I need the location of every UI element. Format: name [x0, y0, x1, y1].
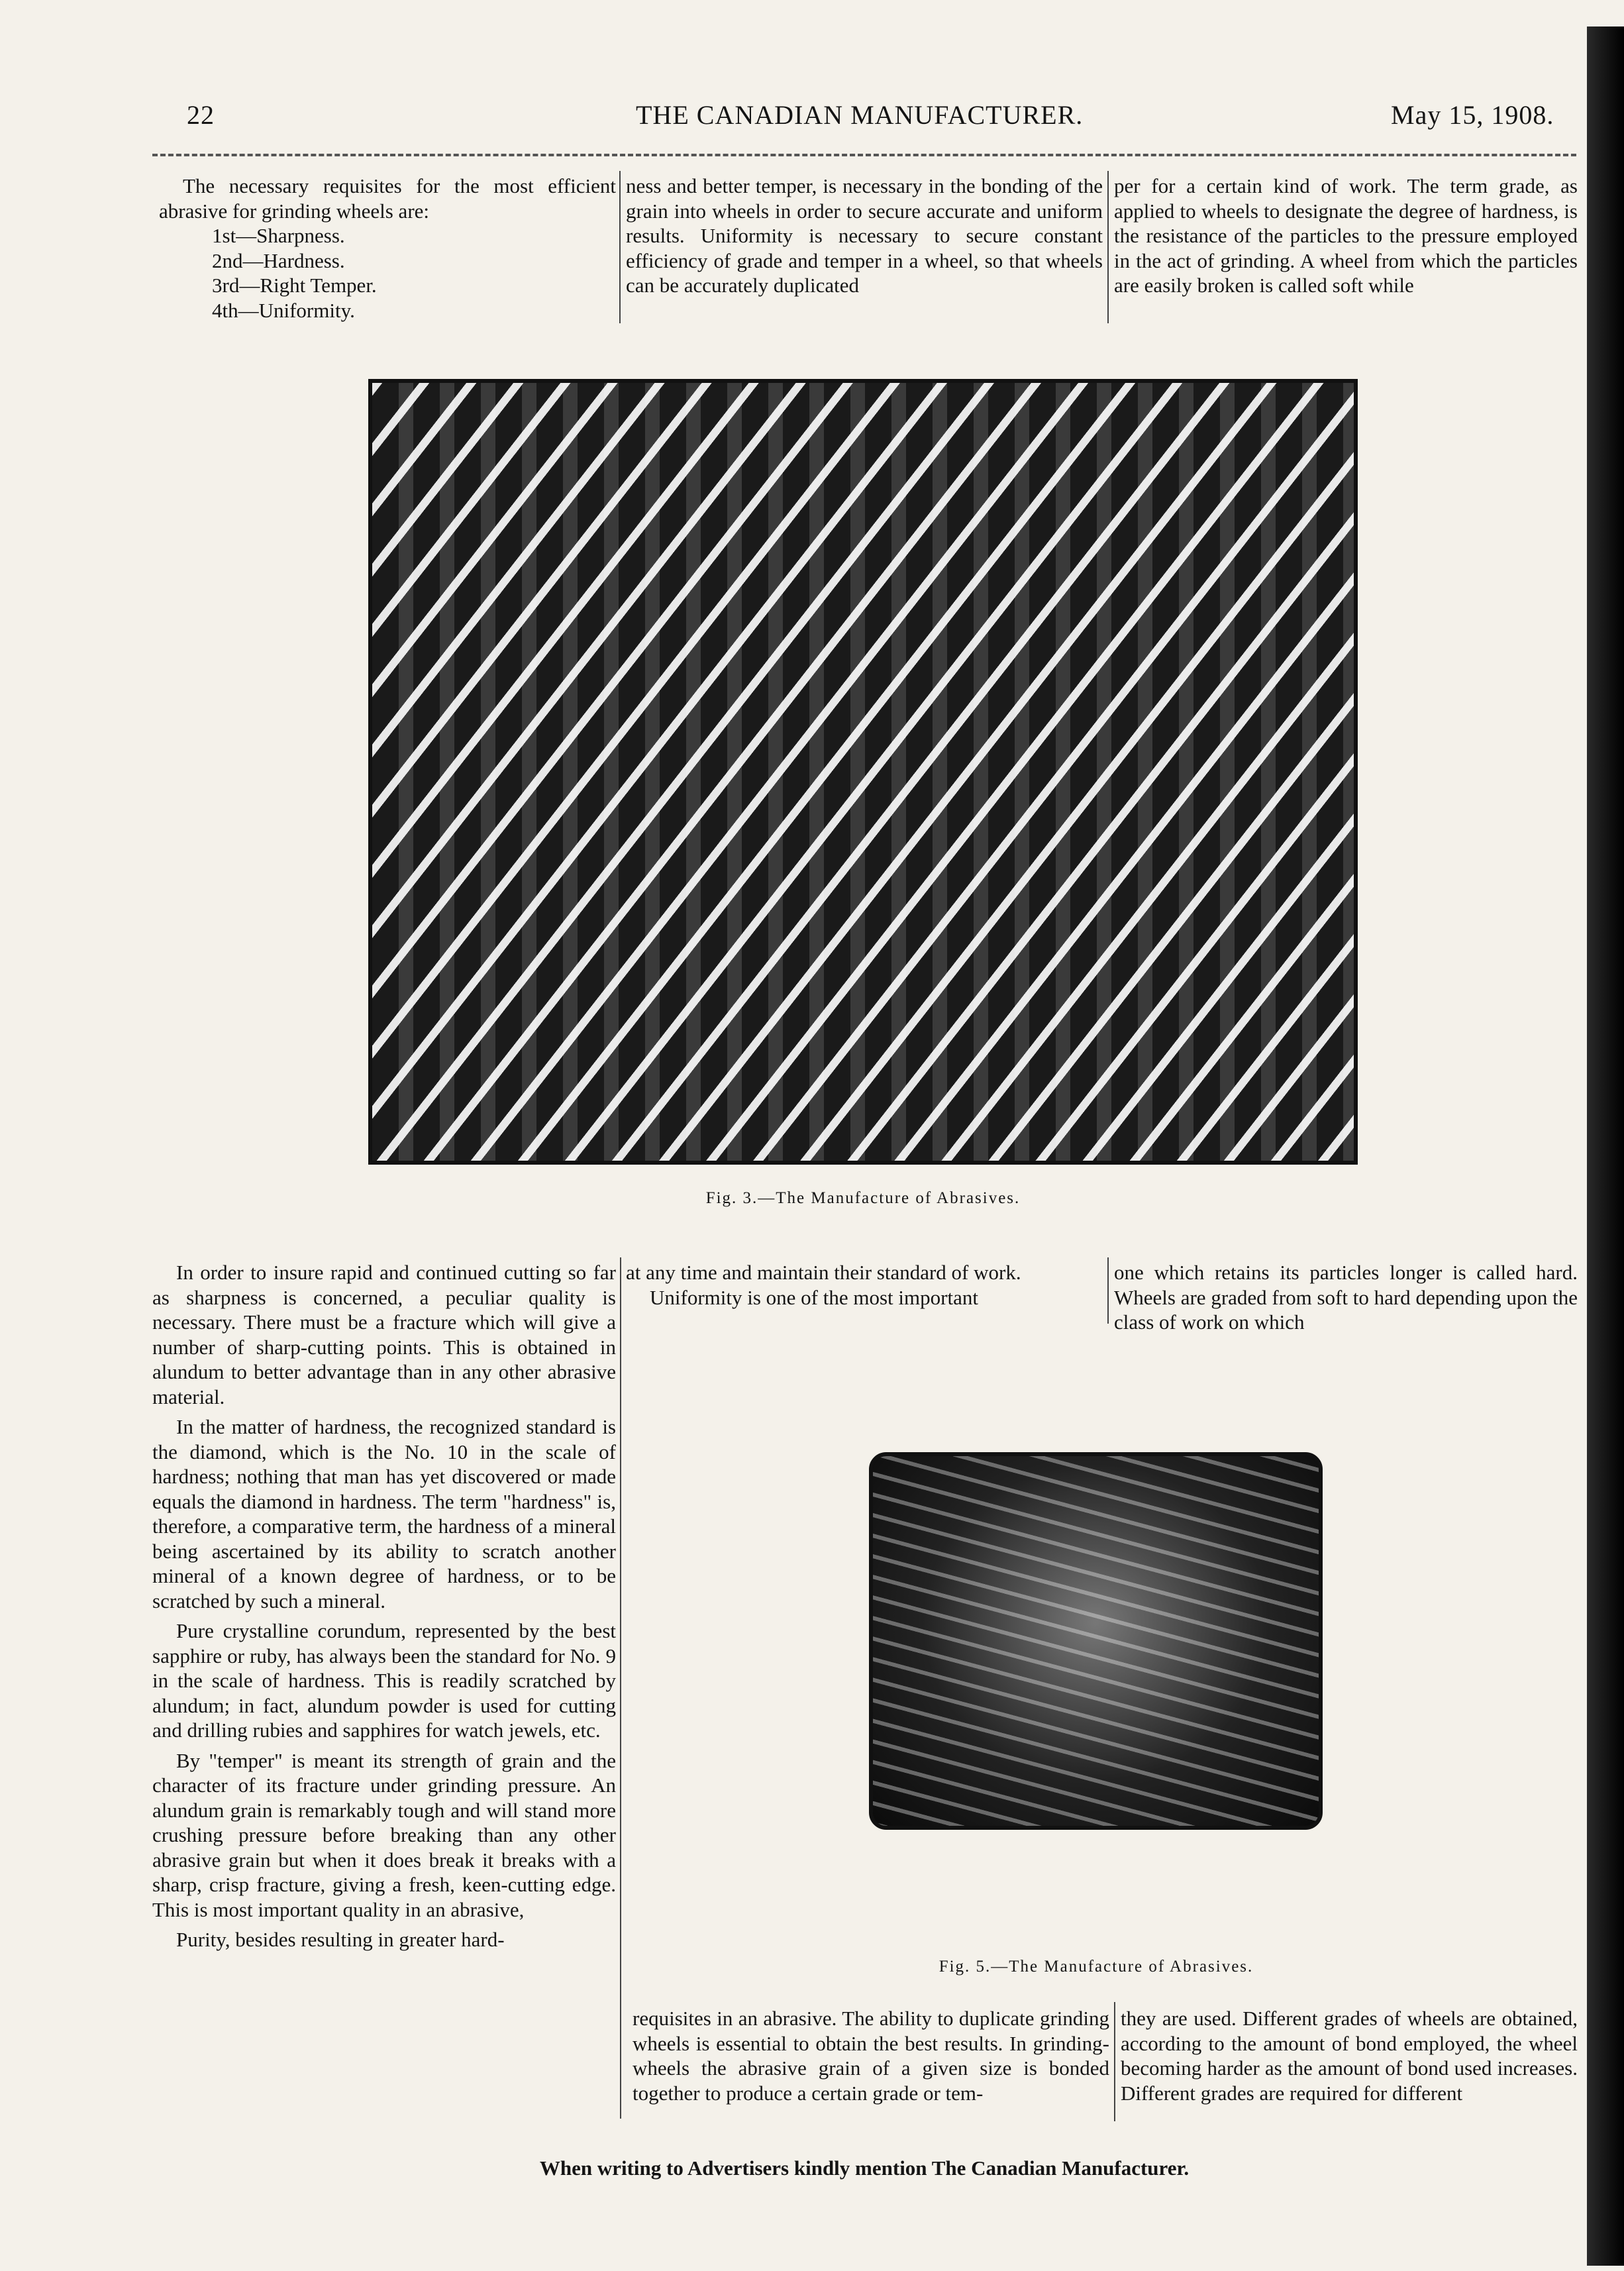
- column-divider: [1107, 171, 1109, 323]
- column-divider: [620, 1257, 621, 2119]
- col3-top: [1114, 174, 1578, 298]
- col2-top: [626, 174, 1103, 298]
- column-divider: [1114, 2002, 1115, 2121]
- col2-bottom: [633, 2006, 1109, 2105]
- list-item: 2nd—Hardness.: [212, 248, 345, 272]
- figure-5-caption: Fig. 5.—The Manufacture of Abrasives.: [939, 1958, 1254, 1976]
- col1-bottom: [152, 1260, 616, 1952]
- paragraph-purity: Purity, besides resulting in greater hard-: [176, 1928, 505, 1951]
- column-divider: [1107, 1257, 1109, 1324]
- header-rule: [152, 154, 1576, 156]
- issue-date: May 15, 1908.: [1391, 100, 1554, 130]
- col3-bottom: [1121, 2006, 1578, 2105]
- list-item: 3rd—Right Temper.: [212, 274, 377, 297]
- list-item: 1st—Sharpness.: [212, 224, 345, 247]
- footer-notice: When writing to Advertisers kindly mention The Canadian Manufacturer.: [539, 2156, 1190, 2180]
- paragraph-corundum: Pure crystalline corundum, represented by the best sapphire or ruby, has always been the standard for No. 9 in the scale of hardness. This is readily scratched by alundum; in fact, alundum powder is used for cutting and drilling rubies and sapphires for watch jewels, etc.: [152, 1619, 616, 1742]
- col3-mid: [1114, 1260, 1578, 1335]
- page-number: 22: [187, 100, 215, 130]
- col2-top-text: ness and better temper, is necessary in the bonding of the grain into wheels in order to secure accurate and uniform results. Uniformity is necessary to secure constant efficiency of grade and temper in a wheel, so that wheels can be accurately duplicated: [626, 174, 1103, 297]
- col2-bottom-text: requisites in an abrasive. The ability to duplicate grinding wheels is essential to obtain the best results. In grinding-wheels the abrasive grain of a given size is bonded together to produce a certain grade or tem-: [633, 2007, 1109, 2105]
- figure-5-photo: [869, 1452, 1323, 1830]
- col3-mid-text: one which retains its particles longer is called hard. Wheels are graded from soft to hard depending upon the class of work on which: [1114, 1261, 1578, 1334]
- column-divider: [619, 171, 621, 323]
- paragraph-temper: By "temper" is meant its strength of grain and the character of its fracture under grinding pressure. An alundum grain is remarkably tough and will stand more crushing pressure before breaking than any other abrasive grain but when it does break it breaks with a sharp, crisp fracture, giving a fresh, keen-cutting edge. This is most important quality in an abrasive,: [152, 1748, 616, 1921]
- paragraph-hardness: In the matter of hardness, the recognized standard is the diamond, which is the No. 10 in the scale of hardness; nothing that man has yet discovered or made equals the diamond in hardness. The term "hardness" is, therefore, a comparative term, the hardness of a mineral being ascertained by its ability to scratch another mineral of a known degree of hardness, or to be scratched by such a mineral.: [152, 1415, 616, 1612]
- requisites-list: [159, 223, 616, 323]
- col1-top: [159, 174, 616, 323]
- publication-title: THE CANADIAN MANUFACTURER.: [636, 100, 1084, 130]
- col3-top-text: per for a certain kind of work. The term grade, as applied to wheels to designate the degree of hardness, is the resistance of the particles to the pressure employed in the act of grinding. A wheel from which the particles are easily broken is called soft while: [1114, 174, 1578, 297]
- figure-3-caption: Fig. 3.—The Manufacture of Abrasives.: [705, 1189, 1021, 1207]
- col2-mid-p1: at any time and maintain their standard of work.: [626, 1261, 1021, 1284]
- paragraph-sharpness: In order to insure rapid and continued cutting so far as sharpness is concerned, a peculiar quality is necessary. There must be a fracture which will give a number of sharp-cutting points. This is obtained in alundum to better advantage than in any other abrasive material.: [152, 1261, 616, 1408]
- col3-bottom-text: they are used. Different grades of wheels are obtained, according to the amount of bond employed, the wheel becoming harder as the amount of bond used increases. Different grades are required for different: [1121, 2007, 1578, 2105]
- figure-3-photo: [368, 379, 1358, 1165]
- page-edge-shadow: [1587, 26, 1624, 2266]
- requisites-intro: The necessary requisites for the most efficient abrasive for grinding wheels are:: [159, 174, 616, 223]
- col2-mid: [626, 1260, 1103, 1310]
- list-item: 4th—Uniformity.: [212, 298, 355, 322]
- col2-mid-p2: Uniformity is one of the most important: [650, 1285, 978, 1309]
